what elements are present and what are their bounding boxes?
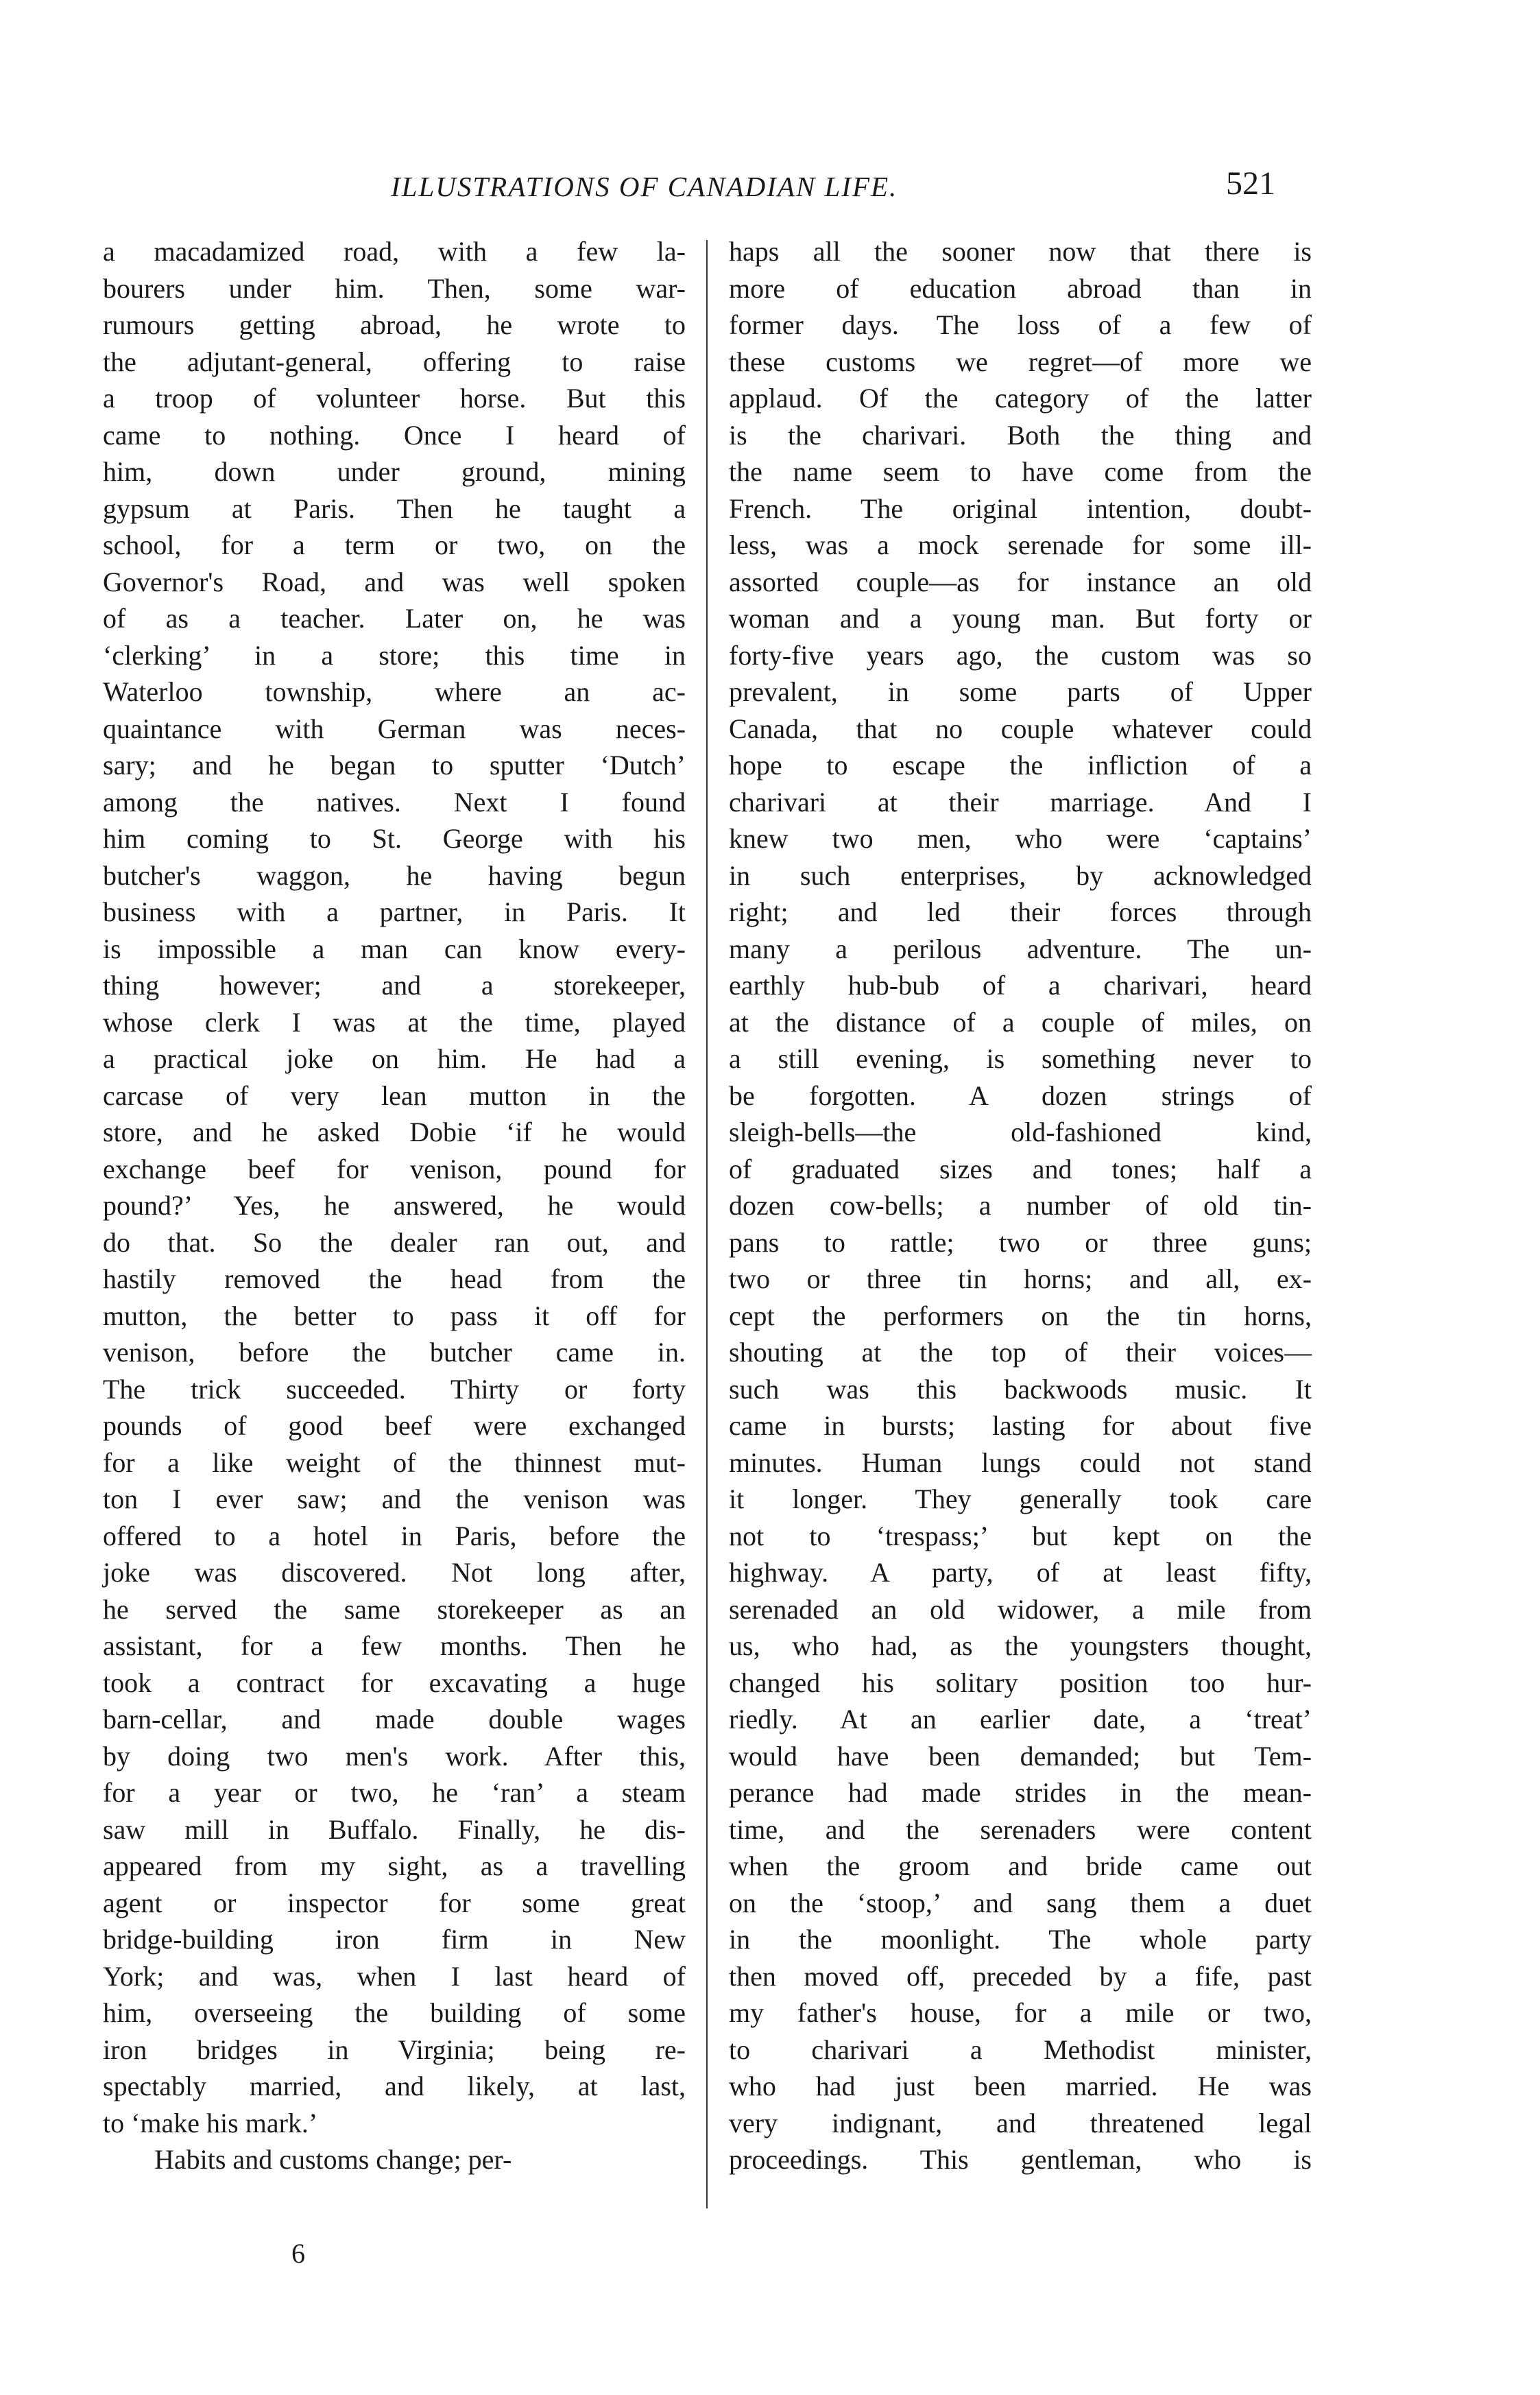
text-line: pans to rattle; two or three guns; bbox=[729, 1226, 1312, 1258]
text-line: came to nothing. Once I heard of bbox=[103, 419, 686, 451]
text-line: saw mill in Buffalo. Finally, he dis- bbox=[103, 1813, 686, 1845]
text-line: joke was discovered. Not long after, bbox=[103, 1557, 686, 1588]
text-line: to ‘make his mark.’ bbox=[103, 2107, 318, 2138]
text-line: two or three tin horns; and all, ex- bbox=[729, 1263, 1312, 1294]
text-line: proceedings. This gentleman, who is bbox=[729, 2144, 1312, 2175]
text-line: of graduated sizes and tones; half a bbox=[729, 1153, 1312, 1184]
text-line: a practical joke on him. He had a bbox=[103, 1043, 686, 1074]
text-line: many a perilous adventure. The un- bbox=[729, 933, 1312, 964]
text-line: York; and was, when I last heard of bbox=[103, 1960, 686, 1992]
text-line: time, and the serenaders were content bbox=[729, 1813, 1312, 1845]
text-line: French. The original intention, doubt- bbox=[729, 492, 1312, 524]
text-line: him, overseeing the building of some bbox=[103, 1997, 686, 2028]
text-line: store, and he asked Dobie ‘if he would bbox=[103, 1117, 686, 1147]
text-line: do that. So the dealer ran out, and bbox=[103, 1226, 686, 1258]
text-line: sleigh-bells—the old-fashioned kind, bbox=[729, 1117, 1312, 1147]
text-line: a troop of volunteer horse. But this bbox=[103, 383, 686, 414]
text-line: charivari at their marriage. And I bbox=[729, 786, 1312, 818]
text-line: when the groom and bride came out bbox=[729, 1850, 1312, 1881]
text-line: perance had made strides in the mean- bbox=[729, 1777, 1312, 1808]
text-line: for a year or two, he ‘ran’ a steam bbox=[103, 1777, 686, 1808]
text-line: ton I ever saw; and the venison was bbox=[103, 1484, 686, 1514]
text-line: of as a teacher. Later on, he was bbox=[103, 603, 686, 634]
text-line: pound?’ Yes, he answered, he would bbox=[103, 1190, 686, 1221]
text-line: riedly. At an earlier date, a ‘treat’ bbox=[729, 1704, 1312, 1735]
text-line: Waterloo township, where an ac- bbox=[103, 676, 686, 707]
text-line: prevalent, in some parts of Upper bbox=[729, 676, 1312, 707]
running-title: ILLUSTRATIONS OF CANADIAN LIFE. bbox=[391, 171, 898, 202]
text-line: serenaded an old widower, a mile from bbox=[729, 1593, 1312, 1625]
text-line: thing however; and a storekeeper, bbox=[103, 970, 686, 1001]
text-line: these customs we regret—of more we bbox=[729, 346, 1312, 377]
text-line: knew two men, who were ‘captains’ bbox=[729, 823, 1312, 854]
text-line: Habits and customs change; per- bbox=[154, 2144, 512, 2175]
text-line: in the moonlight. The whole party bbox=[729, 1924, 1312, 1955]
text-line: spectably married, and likely, at last, bbox=[103, 2071, 686, 2101]
text-line: would have been demanded; but Tem- bbox=[729, 1740, 1312, 1772]
text-line: woman and a young man. But forty or bbox=[729, 603, 1312, 634]
text-line: my father's house, for a mile or two, bbox=[729, 1997, 1312, 2028]
text-line: on the ‘stoop,’ and sang them a duet bbox=[729, 1887, 1312, 1918]
text-line: venison, before the butcher came in. bbox=[103, 1337, 686, 1368]
text-line: Canada, that no couple whatever could bbox=[729, 713, 1312, 744]
text-line: it longer. They generally took care bbox=[729, 1484, 1312, 1514]
text-line: be forgotten. A dozen strings of bbox=[729, 1080, 1312, 1111]
text-line: exchange beef for venison, pound for bbox=[103, 1153, 686, 1184]
text-line: mutton, the better to pass it off for bbox=[103, 1300, 686, 1331]
text-line: less, was a mock serenade for some ill- bbox=[729, 529, 1312, 560]
text-line: carcase of very lean mutton in the bbox=[103, 1080, 686, 1111]
text-line: former days. The loss of a few of bbox=[729, 309, 1312, 340]
page-number: 521 bbox=[1226, 165, 1275, 202]
right-text-column bbox=[729, 233, 1312, 2178]
text-line: cept the performers on the tin horns, bbox=[729, 1300, 1312, 1331]
text-line: by doing two men's work. After this, bbox=[103, 1740, 686, 1772]
text-line: changed his solitary position too hur- bbox=[729, 1667, 1312, 1698]
text-line: him coming to St. George with his bbox=[103, 823, 686, 854]
text-line: dozen cow-bells; a number of old tin- bbox=[729, 1190, 1312, 1221]
text-line: is impossible a man can know every- bbox=[103, 933, 686, 964]
text-line: a macadamized road, with a few la- bbox=[103, 236, 686, 267]
text-line: a still evening, is something never to bbox=[729, 1043, 1312, 1074]
text-line: hope to escape the infliction of a bbox=[729, 750, 1312, 781]
text-line: assorted couple—as for instance an old bbox=[729, 566, 1312, 597]
text-line: offered to a hotel in Paris, before the bbox=[103, 1520, 686, 1551]
text-line: earthly hub-bub of a charivari, heard bbox=[729, 970, 1312, 1001]
text-line: among the natives. Next I found bbox=[103, 786, 686, 818]
text-line: highway. A party, of at least fifty, bbox=[729, 1557, 1312, 1588]
column-divider-rule bbox=[706, 240, 708, 2208]
text-line: The trick succeeded. Thirty or forty bbox=[103, 1373, 686, 1405]
text-line: minutes. Human lungs could not stand bbox=[729, 1446, 1312, 1478]
text-line: pounds of good beef were exchanged bbox=[103, 1410, 686, 1441]
text-line: not to ‘trespass;’ but kept on the bbox=[729, 1520, 1312, 1551]
text-line: in such enterprises, by acknowledged bbox=[729, 859, 1312, 891]
text-line: he served the same storekeeper as an bbox=[103, 1593, 686, 1625]
text-line: appeared from my sight, as a travelling bbox=[103, 1850, 686, 1881]
text-line: to charivari a Methodist minister, bbox=[729, 2034, 1312, 2065]
text-line: haps all the sooner now that there is bbox=[729, 236, 1312, 267]
text-line: applaud. Of the category of the latter bbox=[729, 383, 1312, 414]
text-line: took a contract for excavating a huge bbox=[103, 1667, 686, 1698]
text-line: assistant, for a few months. Then he bbox=[103, 1630, 686, 1661]
text-line: Governor's Road, and was well spoken bbox=[103, 566, 686, 597]
text-line: more of education abroad than in bbox=[729, 272, 1312, 304]
text-line: the adjutant-general, offering to raise bbox=[103, 346, 686, 377]
text-line: ‘clerking’ in a store; this time in bbox=[103, 639, 686, 671]
text-line: hastily removed the head from the bbox=[103, 1263, 686, 1294]
text-line: for a like weight of the thinnest mut- bbox=[103, 1446, 686, 1478]
text-line: quaintance with German was neces- bbox=[103, 713, 686, 744]
text-line: right; and led their forces through bbox=[729, 896, 1312, 927]
text-line: bridge-building iron firm in New bbox=[103, 1924, 686, 1955]
text-line: at the distance of a couple of miles, on bbox=[729, 1006, 1312, 1038]
text-line: sary; and he began to sputter ‘Dutch’ bbox=[103, 750, 686, 781]
text-line: iron bridges in Virginia; being re- bbox=[103, 2034, 686, 2065]
text-line: such was this backwoods music. It bbox=[729, 1373, 1312, 1405]
text-line: gypsum at Paris. Then he taught a bbox=[103, 492, 686, 524]
text-line: school, for a term or two, on the bbox=[103, 529, 686, 560]
text-line: butcher's waggon, he having begun bbox=[103, 859, 686, 891]
text-line: us, who had, as the youngsters thought, bbox=[729, 1630, 1312, 1661]
text-line: agent or inspector for some great bbox=[103, 1887, 686, 1918]
text-line: very indignant, and threatened legal bbox=[729, 2107, 1312, 2138]
text-line: him, down under ground, mining bbox=[103, 456, 686, 487]
text-line: barn-cellar, and made double wages bbox=[103, 1704, 686, 1735]
text-line: business with a partner, in Paris. It bbox=[103, 896, 686, 927]
signature-mark: 6 bbox=[291, 2238, 305, 2269]
text-line: rumours getting abroad, he wrote to bbox=[103, 309, 686, 340]
text-line: is the charivari. Both the thing and bbox=[729, 419, 1312, 451]
text-line: then moved off, preceded by a fife, past bbox=[729, 1960, 1312, 1992]
left-text-column bbox=[103, 233, 686, 2178]
text-line: who had just been married. He was bbox=[729, 2071, 1312, 2101]
text-line: the name seem to have come from the bbox=[729, 456, 1312, 487]
text-line: whose clerk I was at the time, played bbox=[103, 1006, 686, 1038]
text-line: forty-five years ago, the custom was so bbox=[729, 639, 1312, 671]
text-line: shouting at the top of their voices— bbox=[729, 1337, 1312, 1368]
text-line: came in bursts; lasting for about five bbox=[729, 1410, 1312, 1441]
text-line: bourers under him. Then, some war- bbox=[103, 272, 686, 304]
